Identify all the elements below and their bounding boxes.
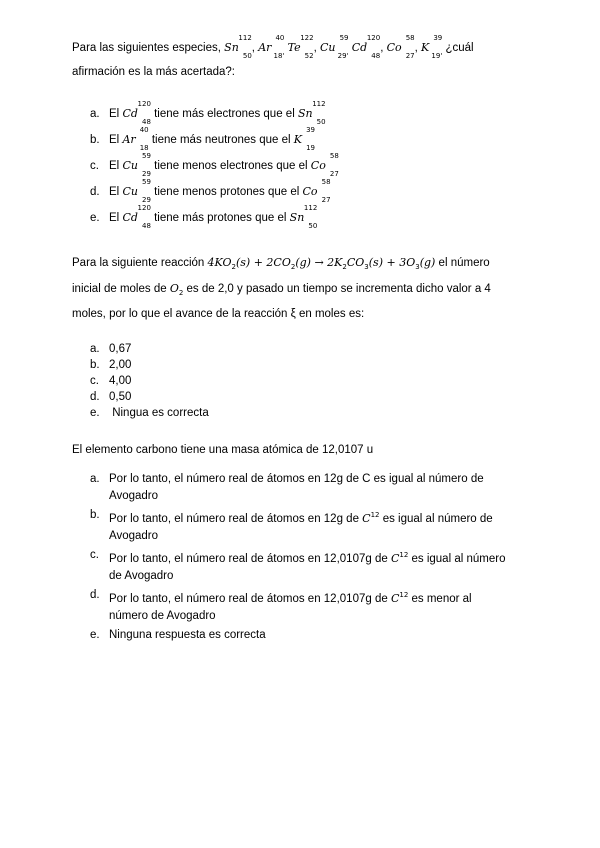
option-b: b. El Ar 40 18 tiene más neutrones que el K 39 19 [90,126,315,153]
isotope-symbol: Cd 120 48 [122,204,151,231]
isotope-symbol: Cd 120 48 [351,34,381,61]
question-2-options [90,341,560,421]
isotope-symbol: Co 58 27 [302,178,331,205]
question-3-stem: El elemento carbono tiene una masa atómica de 12,0107 u [72,444,374,456]
option-c: c. El Cu 59 29 tiene menos electrones que el Co 58 27 [90,152,339,179]
option-b: b. 2,00 [90,359,132,371]
isotope-symbol: K 39 19' [421,34,443,61]
isotope-symbol: Te 122 52 [287,34,314,61]
isotope-symbol: Cu 59 29 [122,152,151,179]
option-d: d. Por lo tanto, el número real de átomos en 12,0107g de $C^{12}$ es menor al número de Avogadro [90,589,472,622]
option-e: e. Ninguna respuesta es correcta [90,629,266,641]
option-c: c. Por lo tanto, el número real de átomos en 12,0107g de $C^{12}$ es igual al número de Avogadro [90,549,506,582]
question-1 [72,36,532,234]
isotope-symbol: Cu 59 29 [122,178,151,205]
isotope-symbol: Co 58 27 [386,34,415,61]
option-a: a. 0,67 [90,343,132,355]
option-c: c. 4,00 [90,375,132,387]
option-a: a. Por lo tanto, el número real de átomos en 12g de C es igual al número de Avogadro [90,473,484,502]
isotope-symbol: Sn 112 50 [289,204,318,231]
reaction-equation: $4KO_2(s) + 2CO_2(g) \to 2K_2CO_3(s) + 3O_3(g)$ [207,256,436,271]
oxygen-formula: $O_2$ [169,282,184,297]
carbon-12-symbol: $C^{12}$ [390,551,409,565]
option-e: e. Ningua es correcta [90,407,209,419]
question-1-stem: Para las siguientes especies, Sn 112 50 , Ar 40 18' Te 122 52 , Cu 59 29' Cd 120 48 , Co 58 27 , K 39 19' ¿cuál afirmación es la más acertada?: [72,34,474,78]
question-3-options [90,471,560,644]
isotope-symbol: Cd 120 48 [122,100,151,127]
option-a: a. El Cd 120 48 tiene más electrones que el Sn 112 50 [90,100,326,127]
isotope-symbol: Cu 59 29' [320,34,349,61]
question-2 [72,252,542,421]
isotope-symbol: Co 58 27 [310,152,339,179]
isotope-symbol: Sn 112 50 [224,34,252,61]
question-2-stem: Para la siguiente reacción $4KO_2(s) + 2CO_2(g) \to 2K_2CO_3(s) + 3O_3(g)$ el número inicial de moles de $O_2$ es de 2,0 y pasado un tiempo se incrementa dicho valor a 4 moles, por lo que el avance de la reacción ξ en moles es: [72,256,491,320]
isotope-symbol: Sn 112 50 [297,100,326,127]
option-b: b. Por lo tanto, el número real de átomos en 12g de $C^{12}$ es igual al número de Avogadro [90,509,493,542]
carbon-12-symbol: $C^{12}$ [390,591,409,605]
option-e: e. El Cd 120 48 tiene más protones que el Sn 112 50 [90,204,318,231]
question-1-options [90,100,550,231]
carbon-12-symbol: $C^{12}$ [362,511,380,525]
option-d: d. El Cu 59 29 tiene menos protones que el Co 58 27 [90,178,331,205]
question-3 [72,440,542,646]
isotope-symbol: Ar 40 18 [122,126,149,153]
isotope-symbol: Ar 40 18' [258,34,285,61]
isotope-symbol: K 39 19 [293,126,315,153]
species-list: Sn 112 50 , Ar 40 18' Te 122 52 , Cu 59 29' Cd 120 48 , Co 58 27 , K 39 19' [224,34,443,61]
option-d: d. 0,50 [90,391,132,403]
